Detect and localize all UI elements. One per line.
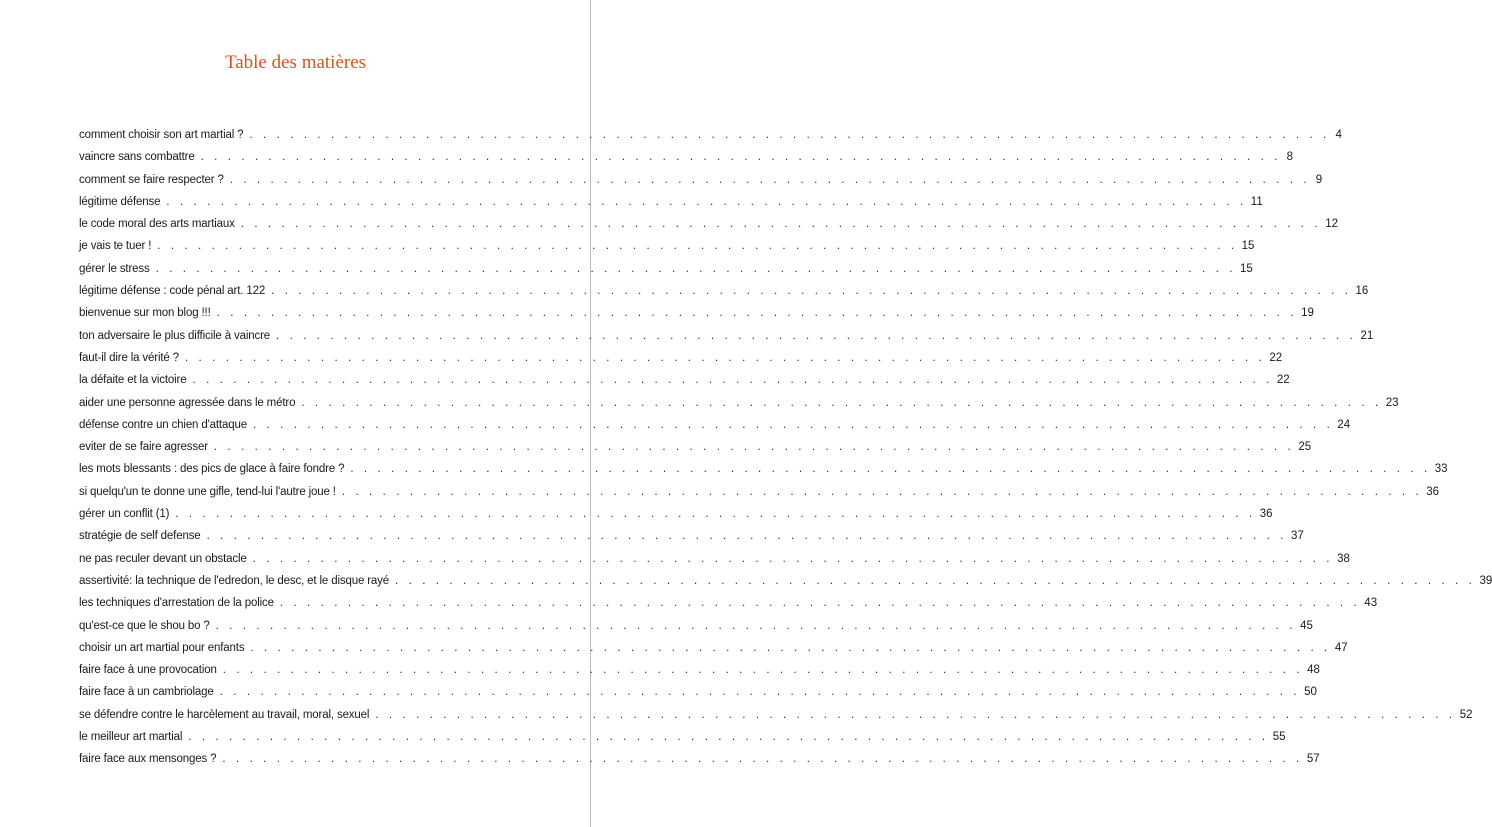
toc-entry-page-number: 43 (1364, 597, 1378, 610)
toc-entry-title: comment se faire respecter ? (79, 173, 224, 186)
dot-leader: . . . . . . . . . . . . . . . . . . . . . . . . . . . . . . . . . . . . . . . . . . . . . . . . . . . . . . . . . . . . . . . . . . . . . . . . . . . . . . . . (279, 597, 1361, 610)
toc-entry-title: le code moral des arts martiaux (79, 218, 235, 231)
toc-entry-title: bienvenue sur mon blog !!! (79, 307, 211, 320)
toc-entry-title: faire face aux mensonges ? (79, 753, 217, 766)
toc-entry-page-number: 24 (1337, 418, 1351, 431)
toc-entry-page-number: 15 (1240, 262, 1253, 275)
toc-entry-page-number: 55 (1272, 731, 1286, 744)
toc-entry[interactable] (79, 307, 1314, 329)
toc-entry-title: le meilleur art martial (79, 731, 183, 744)
toc-entry[interactable] (79, 731, 1286, 753)
toc-entry[interactable] (79, 552, 1350, 575)
toc-entry-page-number: 23 (1385, 396, 1399, 409)
toc-entry-title: faut-il dire la vérité ? (79, 351, 179, 364)
toc-entry-page-number: 57 (1306, 753, 1320, 766)
page-edge (590, 0, 591, 827)
toc-entry[interactable] (79, 753, 1320, 775)
toc-entry[interactable] (79, 262, 1253, 285)
toc-entry-title: assertivité: la technique de l'edredon, le desc, et le disque rayé (79, 574, 390, 587)
toc-entry-page-number: 8 (1286, 151, 1294, 164)
toc-entry-page-number: 22 (1269, 351, 1283, 364)
toc-entry[interactable] (79, 129, 1342, 151)
toc-entry-title: vaincre sans combattre (79, 151, 195, 164)
dot-leader: . . . . . . . . . . . . . . . . . . . . . . . . . . . . . . . . . . . . . . . . . . . . . . . . . . . . . . . . . . . . . . . . . . . . . . . . . . . . . . . . (184, 351, 1266, 364)
toc-entry-title: gérer le stress (79, 262, 150, 275)
dot-leader: . . . . . . . . . . . . . . . . . . . . . . . . . . . . . . . . . . . . . . . . . . . . . . . . . . . . . . . . . . . . . . . . . . . . . . . . . . . . . . . . (350, 463, 1431, 476)
toc-entry-title: se défendre contre le harcèlement au travail, moral, sexuel (79, 708, 370, 721)
dot-leader: . . . . . . . . . . . . . . . . . . . . . . . . . . . . . . . . . . . . . . . . . . . . . . . . . . . . . . . . . . . . . . . . . . . . . . . . . . . . . . . . (222, 664, 1304, 677)
toc-entry-page-number: 9 (1315, 173, 1323, 186)
toc-entry-title: gérer un conflit (1) (79, 508, 170, 521)
toc-entry[interactable] (79, 686, 1317, 708)
toc-entry-page-number: 33 (1434, 463, 1448, 476)
dot-leader: . . . . . . . . . . . . . . . . . . . . . . . . . . . . . . . . . . . . . . . . . . . . . . . . . . . . . . . . . . . . . . . . . . . . . . . . . . . . . . . . (276, 329, 1357, 342)
toc-entry-title: ne pas reculer devant un obstacle (79, 552, 247, 565)
toc-entry-title: défense contre un chien d'attaque (79, 418, 247, 431)
toc-entry-page-number: 48 (1307, 664, 1320, 677)
toc-entry-page-number: 38 (1337, 552, 1350, 565)
toc-entry-page-number: 4 (1335, 129, 1342, 141)
dot-leader: . . . . . . . . . . . . . . . . . . . . . . . . . . . . . . . . . . . . . . . . . . . . . . . . . . . . . . . . . . . . . . . . . . . . . . . . . . . . . . . . (213, 441, 1295, 454)
toc-entry-page-number: 15 (1241, 240, 1255, 253)
toc-entry[interactable] (79, 441, 1312, 463)
dot-leader: . . . . . . . . . . . . . . . . . . . . . . . . . . . . . . . . . . . . . . . . . . . . . . . . . . . . . . . . . . . . . . . . . . . . . . . . . . . . . . . . (252, 552, 1334, 565)
dot-leader: . . . . . . . . . . . . . . . . . . . . . . . . . . . . . . . . . . . . . . . . . . . . . . . . . . . . . . . . . . . . . . . . . . . . . . . . . . . . . . . . (240, 218, 1322, 231)
toc-entry-title: faire face à un cambriolage (79, 686, 214, 699)
toc-entry-page-number: 25 (1298, 441, 1312, 454)
toc-entry[interactable] (79, 240, 1255, 262)
dot-leader: . . . . . . . . . . . . . . . . . . . . . . . . . . . . . . . . . . . . . . . . . . . . . . . . . . . . . . . . . . . . . . . . . . . . . . . . . . . . . . . . (215, 619, 1297, 632)
toc-entry[interactable] (79, 329, 1374, 352)
toc-entry[interactable] (79, 173, 1323, 196)
toc-entry-title: qu'est-ce que le shou bo ? (79, 619, 210, 632)
toc-entry[interactable] (79, 418, 1351, 441)
toc-entry-title: eviter de se faire agresser (79, 441, 208, 454)
toc-entry[interactable] (79, 485, 1440, 508)
dot-leader: . . . . . . . . . . . . . . . . . . . . . . . . . . . . . . . . . . . . . . . . . . . . . . . . . . . . . . . . . . . . . . . . . . . . . . . . . . . . . . . . (155, 262, 1237, 275)
toc-entry[interactable] (79, 396, 1399, 419)
dot-leader: . . . . . . . . . . . . . . . . . . . . . . . . . . . . . . . . . . . . . . . . . . . . . . . . . . . . . . . . . . . . . . . . . . . . . . . . . . . . . . . . (341, 485, 1423, 498)
toc-entry[interactable] (79, 151, 1294, 173)
toc-entry-page-number: 52 (1459, 708, 1473, 721)
dot-leader: . . . . . . . . . . . . . . . . . . . . . . . . . . . . . . . . . . . . . . . . . . . . . . . . . . . . . . . . . . . . . . . . . . . . . . . . . . . . . . . . (252, 418, 1334, 431)
toc-entry-title: si quelqu'un te donne une gifle, tend-lui l'autre joue ! (79, 485, 336, 498)
toc-entry-title: les techniques d'arrestation de la police (79, 597, 274, 610)
toc-entry-title: comment choisir son art martial ? (79, 129, 244, 141)
toc-list (79, 129, 1492, 776)
dot-leader: . . . . . . . . . . . . . . . . . . . . . . . . . . . . . . . . . . . . . . . . . . . . . . . . . . . . . . . . . . . . . . . . . . . . . . . . . . . . . . . . (166, 195, 1247, 208)
toc-entry[interactable] (79, 664, 1320, 686)
toc-entry-title: les mots blessants : des pics de glace à faire fondre ? (79, 463, 345, 476)
toc-entry-page-number: 22 (1276, 374, 1290, 387)
toc-entry[interactable] (79, 530, 1304, 552)
toc-entry-page-number: 50 (1304, 686, 1317, 699)
toc-entry-title: faire face à une provocation (79, 664, 217, 677)
dot-leader: . . . . . . . . . . . . . . . . . . . . . . . . . . . . . . . . . . . . . . . . . . . . . . . . . . . . . . . . . . . . . . . . . . . . . . . . . . . . . . . . (222, 753, 1303, 766)
toc-entry-page-number: 11 (1250, 195, 1263, 208)
toc-entry[interactable] (79, 285, 1369, 307)
dot-leader: . . . . . . . . . . . . . . . . . . . . . . . . . . . . . . . . . . . . . . . . . . . . . . . . . . . . . . . . . . . . . . . . . . . . . . . . . . . . . . . . (249, 129, 1330, 141)
dot-leader: . . . . . . . . . . . . . . . . . . . . . . . . . . . . . . . . . . . . . . . . . . . . . . . . . . . . . . . . . . . . . . . . . . . . . . . . . . . . . . . . (271, 285, 1352, 298)
toc-entry-page-number: 36 (1259, 508, 1273, 521)
dot-leader: . . . . . . . . . . . . . . . . . . . . . . . . . . . . . . . . . . . . . . . . . . . . . . . . . . . . . . . . . . . . . . . . . . . . . . . . . . . . . . . . (192, 374, 1273, 387)
toc-entry-page-number: 37 (1290, 530, 1304, 543)
toc-entry[interactable] (79, 619, 1313, 642)
toc-entry[interactable] (79, 708, 1473, 731)
toc-entry-page-number: 16 (1355, 285, 1369, 298)
dot-leader: . . . . . . . . . . . . . . . . . . . . . . . . . . . . . . . . . . . . . . . . . . . . . . . . . . . . . . . . . . . . . . . . . . . . . . . . . . . . . . . . (175, 508, 1256, 521)
toc-entry[interactable] (79, 574, 1492, 597)
toc-entry-page-number: 12 (1325, 218, 1338, 231)
toc-entry-page-number: 21 (1360, 329, 1374, 342)
toc-entry-page-number: 47 (1334, 641, 1348, 654)
dot-leader: . . . . . . . . . . . . . . . . . . . . . . . . . . . . . . . . . . . . . . . . . . . . . . . . . . . . . . . . . . . . . . . . . . . . . . . . . . . . . . . . (200, 151, 1282, 164)
toc-entry-title: je vais te tuer ! (79, 240, 152, 253)
toc-entry-title: légitime défense (79, 195, 161, 208)
toc-entry-title: légitime défense : code pénal art. 122 (79, 285, 266, 298)
dot-leader: . . . . . . . . . . . . . . . . . . . . . . . . . . . . . . . . . . . . . . . . . . . . . . . . . . . . . . . . . . . . . . . . . . . . . . . . . . . . . . . . (216, 307, 1298, 320)
toc-entry-page-number: 19 (1301, 307, 1314, 320)
dot-leader: . . . . . . . . . . . . . . . . . . . . . . . . . . . . . . . . . . . . . . . . . . . . . . . . . . . . . . . . . . . . . . . . . . . . . . . . . . . . . . . . (157, 240, 1238, 253)
toc-entry[interactable] (79, 218, 1338, 240)
toc-entry[interactable] (79, 374, 1290, 396)
toc-entry[interactable] (79, 508, 1273, 530)
toc-entry-page-number: 45 (1300, 619, 1313, 632)
toc-entry[interactable] (79, 597, 1378, 619)
toc-entry[interactable] (79, 195, 1263, 218)
toc-entry-title: ton adversaire le plus difficile à vaincre (79, 329, 271, 342)
dot-leader: . . . . . . . . . . . . . . . . . . . . . . . . . . . . . . . . . . . . . . . . . . . . . . . . . . . . . . . . . . . . . . . . . . . . . . . . . . . . . . . . (188, 731, 1269, 744)
toc-entry-title: stratégie de self defense (79, 530, 201, 543)
toc-entry[interactable] (79, 351, 1283, 374)
toc-entry[interactable] (79, 641, 1348, 664)
toc-entry-page-number: 36 (1426, 485, 1440, 498)
dot-leader: . . . . . . . . . . . . . . . . . . . . . . . . . . . . . . . . . . . . . . . . . . . . . . . . . . . . . . . . . . . . . . . . . . . . . . . . . . . . . . . . (229, 173, 1311, 186)
dot-leader: . . . . . . . . . . . . . . . . . . . . . . . . . . . . . . . . . . . . . . . . . . . . . . . . . . . . . . . . . . . . . . . . . . . . . . . . . . . . . . . . (395, 574, 1476, 587)
toc-entry[interactable] (79, 463, 1448, 485)
dot-leader: . . . . . . . . . . . . . . . . . . . . . . . . . . . . . . . . . . . . . . . . . . . . . . . . . . . . . . . . . . . . . . . . . . . . . . . . . . . . . . . . (301, 396, 1382, 409)
toc-entry-title: aider une personne agressée dans le métro (79, 396, 296, 409)
toc-entry-title: la défaite et la victoire (79, 374, 187, 387)
toc-entry-page-number: 39 (1479, 574, 1492, 587)
dot-leader: . . . . . . . . . . . . . . . . . . . . . . . . . . . . . . . . . . . . . . . . . . . . . . . . . . . . . . . . . . . . . . . . . . . . . . . . . . . . . . . . (250, 641, 1331, 654)
dot-leader: . . . . . . . . . . . . . . . . . . . . . . . . . . . . . . . . . . . . . . . . . . . . . . . . . . . . . . . . . . . . . . . . . . . . . . . . . . . . . . . . (219, 686, 1301, 699)
toc-entry-title: choisir un art martial pour enfants (79, 641, 245, 654)
toc-title: Table des matières (224, 52, 367, 73)
dot-leader: . . . . . . . . . . . . . . . . . . . . . . . . . . . . . . . . . . . . . . . . . . . . . . . . . . . . . . . . . . . . . . . . . . . . . . . . . . . . . . . . (375, 708, 1456, 721)
dot-leader: . . . . . . . . . . . . . . . . . . . . . . . . . . . . . . . . . . . . . . . . . . . . . . . . . . . . . . . . . . . . . . . . . . . . . . . . . . . . . . . . (206, 530, 1287, 543)
